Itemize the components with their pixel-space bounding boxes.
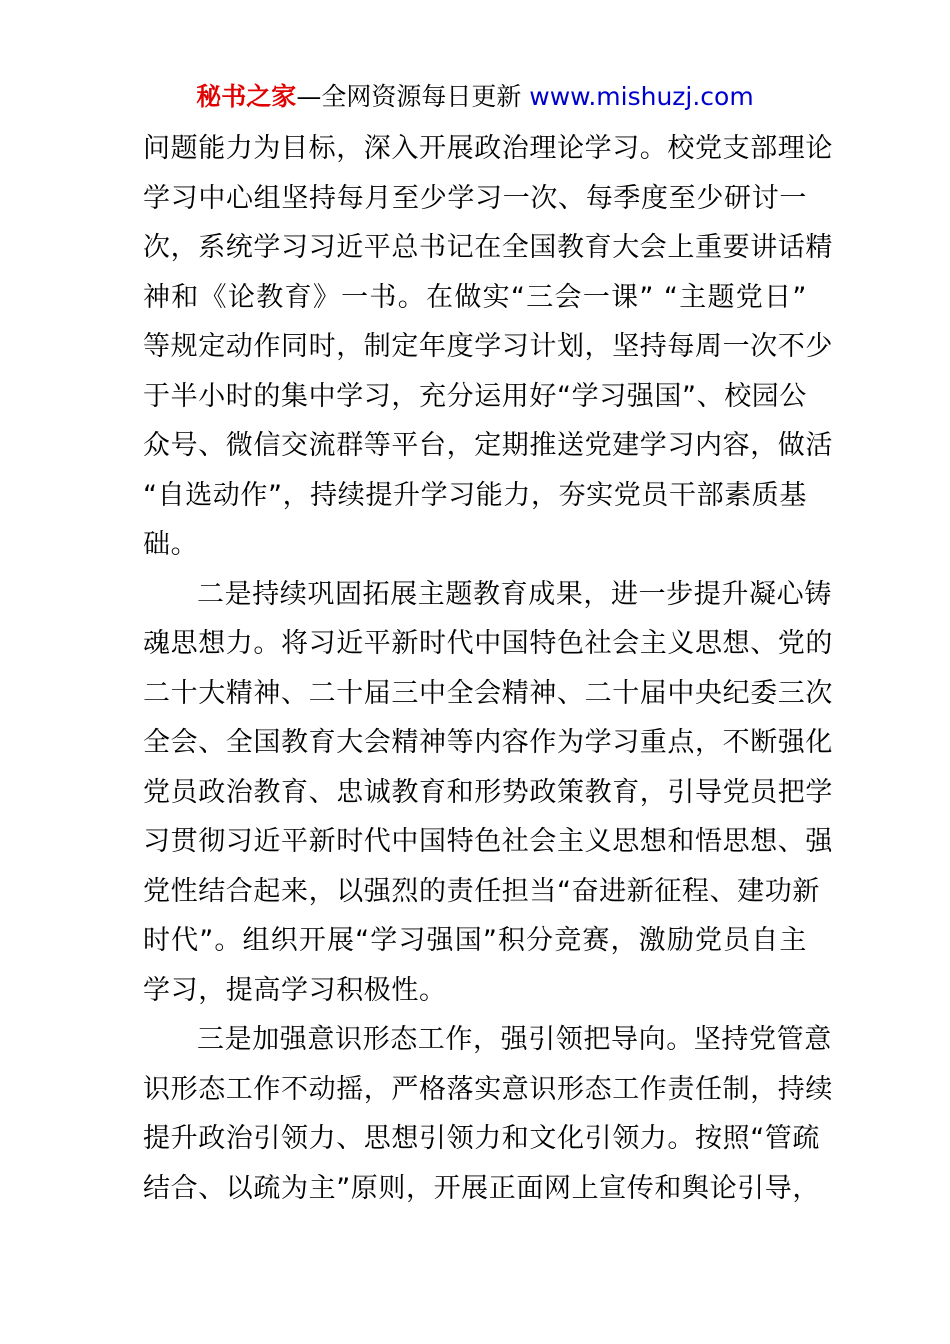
text-line: 时代”。组织开展“学习强国”积分竞赛，激励党员自主 [143,925,807,956]
text-line: 次，系统学习习近平总书记在全国教育大会上重要讲话精 [143,232,833,263]
document-body [143,124,833,1213]
text-line: 党性结合起来，以强烈的责任担当“奋进新征程、建功新 [143,875,820,907]
text-line: 提升政治引领力、思想引领力和文化引领力。按照“管疏 [143,1123,820,1154]
site-header [0,80,950,114]
text-line: 习贯彻习近平新时代中国特色社会主义思想和悟思想、强 [143,826,833,857]
text-line: 学习中心组坚持每月至少学习一次、每季度至少研讨一 [143,182,807,214]
site-url-link[interactable]: www.mishuzj.com [529,82,754,111]
text-line: 学习，提高学习积极性。 [143,974,447,1006]
text-line: 魂思想力。将习近平新时代中国特色社会主义思想、党的 [143,628,833,659]
text-line: 全会、全国教育大会精神等内容作为学习重点，不断强化 [143,727,833,758]
text-line: 等规定动作同时，制定年度学习计划，坚持每周一次不少 [143,331,833,362]
brand-name: 秘书之家 [196,82,297,111]
paragraph-3-first-line: 三是加强意识形态工作，强引领把导向。坚持党管意 [197,1024,832,1055]
text-line: “自选动作”，持续提升学习能力，夯实党员干部素质基 [143,479,807,511]
text-line: 二十大精神、二十届三中全会精神、二十届中央纪委三次 [143,677,833,709]
header-tagline: —全网资源每日更新 [296,82,522,111]
text-line: 众号、微信交流群等平台，定期推送党建学习内容，做活 [143,430,833,461]
text-line: 问题能力为目标，深入开展政治理论学习。校党支部理论 [143,133,833,164]
text-line: 础。 [143,529,199,560]
text-line: 神和《论教育》一书。在做实“三会一课” “主题党日” [143,281,807,313]
text-line: 党员政治教育、忠诚教育和形势政策教育，引导党员把学 [143,776,833,808]
paragraph-2-first-line: 二是持续巩固拓展主题教育成果，进一步提升凝心铸 [197,578,832,610]
text-line: 识形态工作不动摇，严格落实意识形态工作责任制，持续 [143,1073,833,1105]
text-line: 于半小时的集中学习，充分运用好“学习强国”、校园公 [143,380,807,412]
text-line: 结合、以疏为主”原则，开展正面网上宣传和舆论引导， [143,1172,820,1204]
